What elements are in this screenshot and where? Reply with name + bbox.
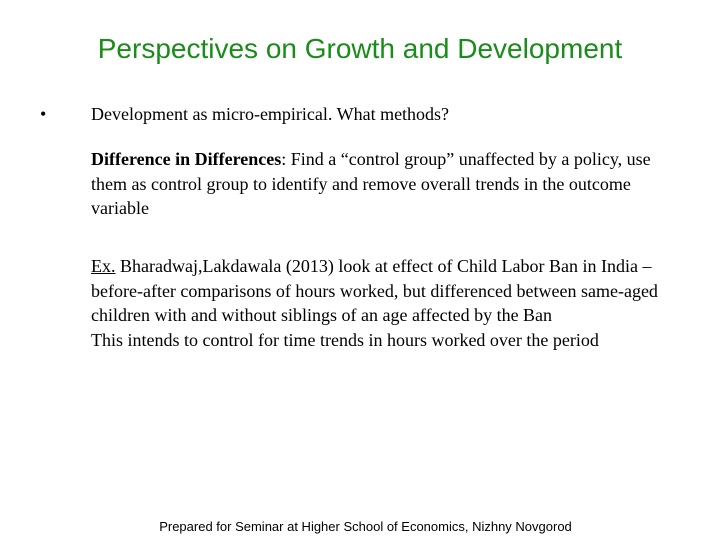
slide-footer: Prepared for Seminar at Higher School of Economics, Nizhny Novgorod — [159, 519, 572, 534]
bullet-item — [40, 101, 680, 127]
diff-in-diff-term: Difference in Differences — [91, 149, 282, 169]
slide-title: Perspectives on Growth and Development — [97, 33, 623, 64]
bullet-icon: • — [40, 104, 47, 124]
diff-in-diff-paragraph — [91, 147, 691, 221]
example-line-2: This intends to control for time trends in hours worked over the period — [91, 329, 599, 350]
example-paragraph — [91, 254, 691, 352]
bullet-text: Development as micro-empirical. What methods? — [91, 104, 450, 124]
diff-in-diff-text: : Find a “control group” unaffected by a policy, use them as control group to identify and remove overall trends in the outcome variable — [91, 149, 651, 218]
example-label: Ex. — [91, 256, 116, 276]
example-text: Bharadwaj,Lakdawala (2013) look at effect of Child Labor Ban in India – before-after comparisons of hours worked, but differenced between same-aged children with and without siblings of an age affected by the Ban — [91, 256, 658, 325]
